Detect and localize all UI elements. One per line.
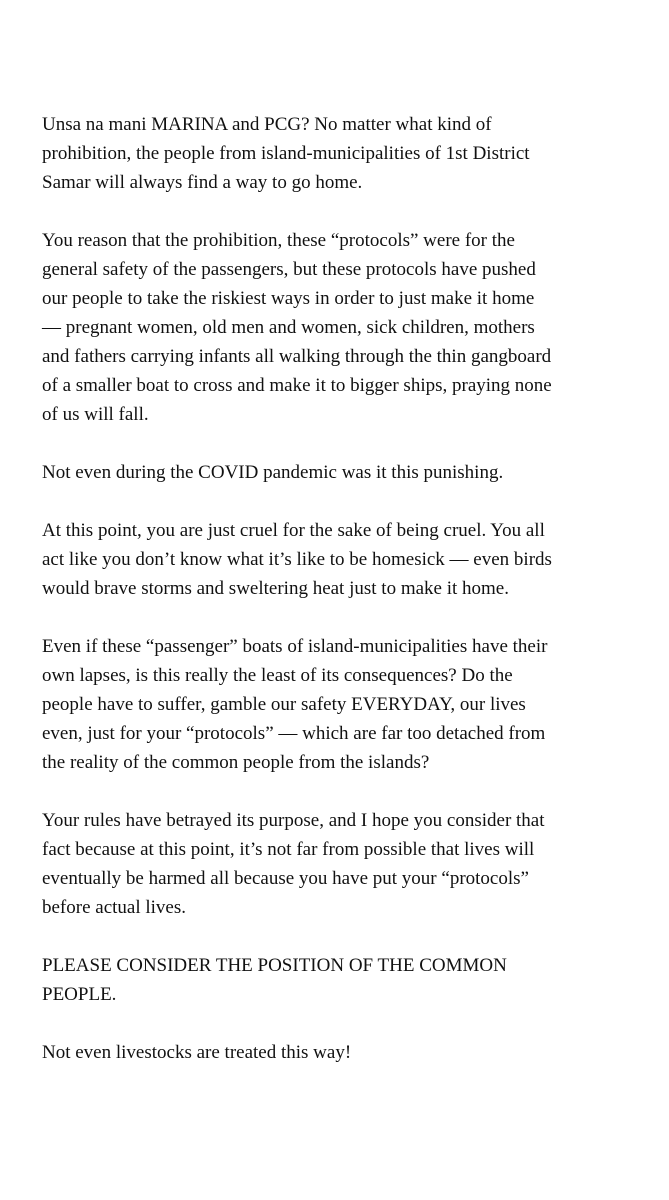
- text-line: Not even livestocks are treated this way!: [42, 1042, 352, 1063]
- text-line: general safety of the passengers, but these protocols have pushed: [42, 259, 536, 280]
- text-line: act like you don’t know what it’s like to be homesick — even birds: [42, 549, 552, 570]
- paragraph-cruel: [42, 516, 642, 603]
- text-line: and fathers carrying infants all walking through the thin gangboard: [42, 346, 552, 367]
- paragraph-rules: [42, 806, 642, 922]
- text-line: PEOPLE.: [42, 984, 117, 1005]
- text-line: — pregnant women, old men and women, sick children, mothers: [42, 317, 535, 338]
- paragraph-covid: [42, 458, 642, 487]
- text-line: would brave storms and sweltering heat just to make it home.: [42, 578, 509, 599]
- paragraph-plea: [42, 951, 642, 1009]
- text-line: PLEASE CONSIDER THE POSITION OF THE COMMON: [42, 955, 507, 976]
- paragraph-consequences: [42, 632, 642, 777]
- paragraph-intro: [42, 110, 642, 197]
- text-line: the reality of the common people from the islands?: [42, 752, 430, 773]
- paragraph-closing: [42, 1038, 642, 1067]
- text-line: fact because at this point, it’s not far from possible that lives will: [42, 839, 535, 860]
- text-line: prohibition, the people from island-municipalities of 1st District: [42, 143, 530, 164]
- document-body: [42, 110, 642, 1096]
- paragraph-protocols: [42, 226, 642, 429]
- text-line: Your rules have betrayed its purpose, and I hope you consider that: [42, 810, 545, 831]
- text-line: You reason that the prohibition, these “protocols” were for the: [42, 230, 515, 251]
- text-line: eventually be harmed all because you have put your “protocols”: [42, 868, 529, 889]
- text-line: Samar will always find a way to go home.: [42, 172, 363, 193]
- text-line: Unsa na mani MARINA and PCG? No matter what kind of: [42, 114, 492, 135]
- text-line: of us will fall.: [42, 404, 149, 425]
- text-line: of a smaller boat to cross and make it to bigger ships, praying none: [42, 375, 552, 396]
- text-line: even, just for your “protocols” — which are far too detached from: [42, 723, 546, 744]
- text-line: our people to take the riskiest ways in order to just make it home: [42, 288, 535, 309]
- text-line: At this point, you are just cruel for the sake of being cruel. You all: [42, 520, 545, 541]
- text-line: before actual lives.: [42, 897, 187, 918]
- text-line: own lapses, is this really the least of its consequences? Do the: [42, 665, 513, 686]
- text-line: people have to suffer, gamble our safety EVERYDAY, our lives: [42, 694, 526, 715]
- text-line: Even if these “passenger” boats of island-municipalities have their: [42, 636, 548, 657]
- text-line: Not even during the COVID pandemic was it this punishing.: [42, 462, 504, 483]
